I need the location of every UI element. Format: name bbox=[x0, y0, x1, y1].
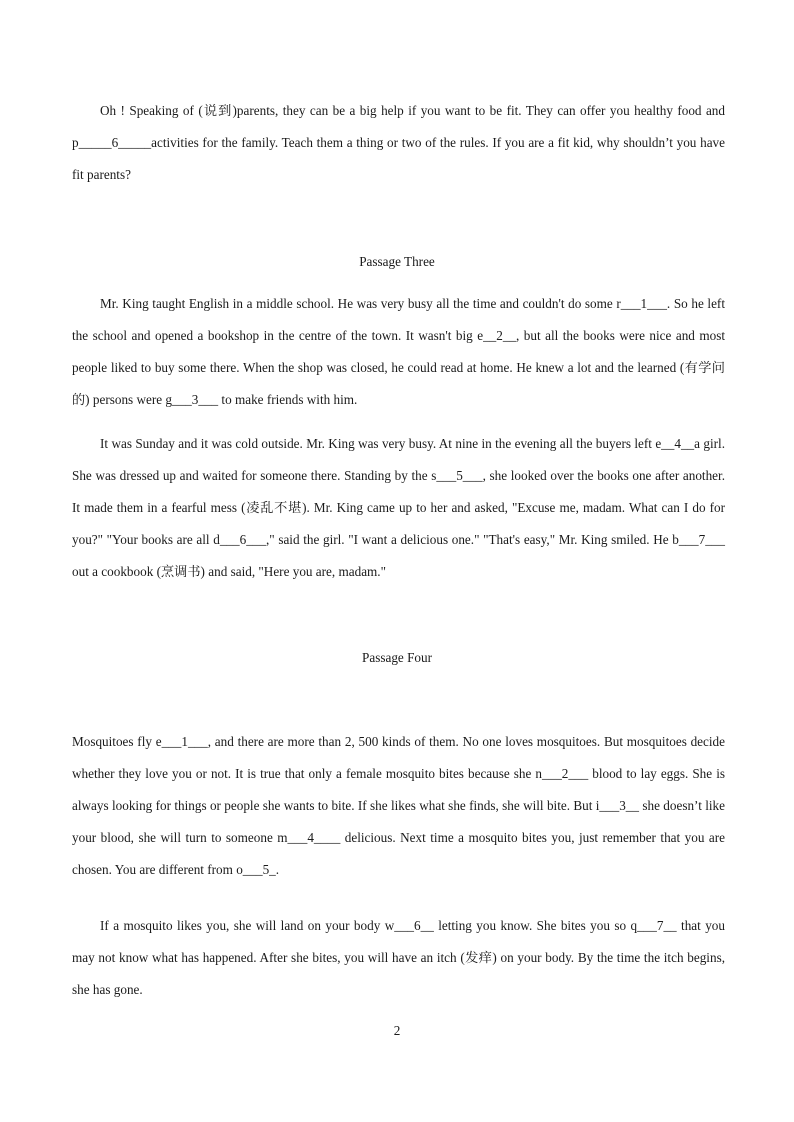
passage-three-paragraph-1: Mr. King taught English in a middle school. He was very busy all the time and couldn't do some r___1___. So he left the school and opened a bookshop in the centre of the town. It wasn't big e__2__, but all the books were nice and most people liked to buy some there. When the shop was closed, he could read at home. He knew a lot and the learned (有学问的) persons were g___3___ to make friends with him. bbox=[72, 296, 725, 407]
passage-four-paragraph-1: Mosquitoes fly e___1___, and there are more than 2, 500 kinds of them. No one loves mosquitoes. But mosquitoes decide whether they love you or not. It is true that only a female mosquito bites because she n___2___ blood to lay eggs. She is always looking for things or people she wants to bite. If she likes what she finds, she will bite. But i___3__ she doesn’t like your blood, she will turn to someone m___4____ delicious. Next time a mosquito bites you, just remember that you are chosen. You are different from o___5_. bbox=[72, 734, 725, 877]
passage-two-closing-paragraph: Oh ! Speaking of (说到)parents, they can be a big help if you want to be fit. They can offer you healthy food and p_____6_____activities for the family. Teach them a thing or two of the rules. If you are a fit kid, why shouldn’t you have fit parents? bbox=[72, 103, 725, 182]
passage-four-paragraph-2: If a mosquito likes you, she will land on your body w___6__ letting you know. She bites you so q___7__ that you may not know what has happened. After she bites, you will have an itch (发痒) on your body. By the time the itch begins, she has gone. bbox=[72, 918, 725, 997]
passage-four-title: Passage Four bbox=[362, 650, 432, 665]
page-number: 2 bbox=[393, 1023, 401, 1038]
passage-three-paragraph-2: It was Sunday and it was cold outside. Mr. King was very busy. At nine in the evening all the buyers left e__4__a girl. She was dressed up and waited for someone there. Standing by the s___5___, she looked over the books one after another. It made them in a fearful mess (凌乱不堪). Mr. King came up to her and asked, "Excuse me, madam. What can I do for you?" "Your books are all d___6___," said the girl. "I want a delicious one." "That's easy," Mr. King smiled. He b___7___ out a cookbook (烹调书) and said, "Here you are, madam." bbox=[72, 436, 725, 579]
passage-three-title: Passage Three bbox=[359, 254, 435, 269]
